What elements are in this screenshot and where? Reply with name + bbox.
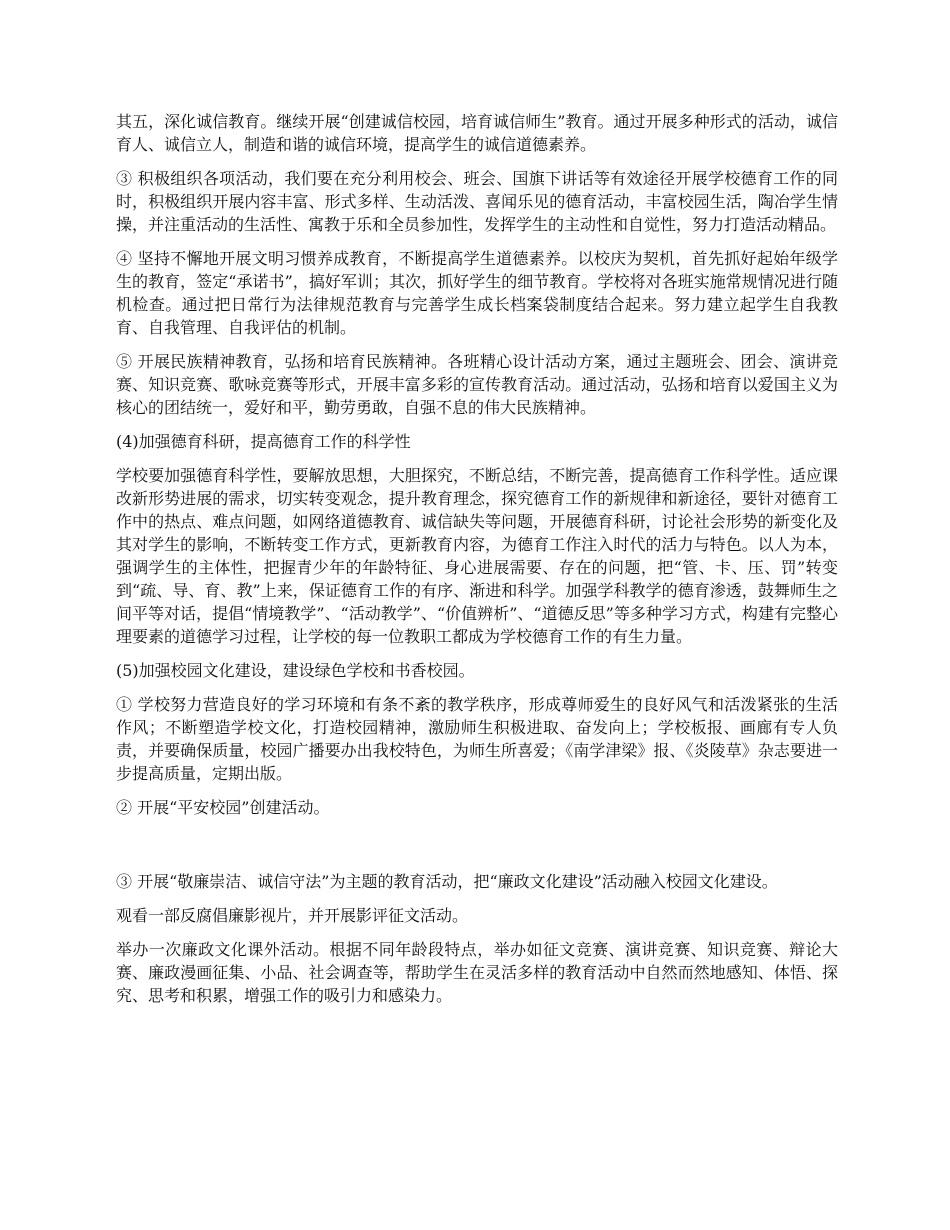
paragraph-national-spirit: ⑤ 开展民族精神教育，弘扬和培育民族精神。各班精心设计活动方案，通过主题班会、团会、演讲竞赛、知识竞赛、歌咏竞赛等形式，开展丰富多彩的宣传教育活动。通过活动，弘扬和培育以爱国主义为核心的团结统一，爱好和平，勤劳勇敢，自强不息的伟大民族精神。 xyxy=(116,352,838,417)
paragraph-film-review: 观看一部反腐倡廉影视片，并开展影评征文活动。 xyxy=(116,906,469,925)
section-heading-campus-culture: (5)加强校园文化建设，建设绿色学校和书香校园。 xyxy=(116,661,475,680)
paragraph-learning-environment: ① 学校努力营造良好的学习环境和有条不紊的教学秩序，形成尊师爱生的良好风气和活泼紧张的生活作风；不断塑造学校文化，打造校园精神，激励师生积极进取、奋发向上；学校板报、画廊有专人负责，并要确保质量，校园广播要办出我校特色，为师生所喜爱；《南学津梁》报、《炎陵草》杂志要进一步提高质量，定期出版。 xyxy=(116,695,838,783)
document-page xyxy=(116,110,838,1018)
paragraph-civilized-habits: ④ 坚持不懈地开展文明习惯养成教育，不断提高学生道德素养。以校庆为契机，首先抓好起始年级学生的教育，签定“承诺书”，搞好军训；其次，抓好学生的细节教育。学校将对各班实施常规情况进行随机检查。通过把日常行为法律规范教育与完善学生成长档案袋制度结合起来。努力建立起学生自我教育、自我管理、自我评估的机制。 xyxy=(116,249,838,337)
blank-gap xyxy=(116,830,838,870)
paragraph-honesty-education: 其五，深化诚信教育。继续开展“创建诚信校园，培育诚信师生”教育。通过开展多种形式的活动，诚信育人、诚信立人，制造和谐的诚信环境，提高学生的诚信道德素养。 xyxy=(116,112,838,154)
paragraph-moral-research: 学校要加强德育科学性，要解放思想，大胆探究，不断总结，不断完善，提高德育工作科学性。适应课改新形势进展的需求，切实转变观念，提升教育理念，探究德育工作的新规律和新途径，要针对德育工作中的热点、难点问题，如网络道德教育、诚信缺失等问题，开展德育科研，讨论社会形势的新变化及其对学生的影响，不断转变工作方式，更新教育内容，为德育工作注入时代的活力与特色。以人为本，强调学生的主体性，把握青少年的年龄特征、身心进展需要、存在的问题，把“管、卡、压、罚”转变到“疏、导、育、教”上来，保证德育工作的有序、渐进和科学。加强学科教学的德育渗透，鼓舞师生之间平等对话，提倡“情境教学”、“活动教学”、“价值辨析”、“道德反思”等多种学习方式，构建有完整心理要素的道德学习过程，让学校的每一位教职工都成为学校德育工作的有生力量。 xyxy=(116,466,838,646)
paragraph-organize-activities: ③ 积极组织各项活动，我们要在充分利用校会、班会、国旗下讲话等有效途径开展学校德育工作的同时，积极组织开展内容丰富、形式多样、生动活泼、喜闻乐见的德育活动，丰富校园生活，陶冶学生情操，并注重活动的生活性、寓教于乐和全员参加性，发挥学生的主动性和自觉性，努力打造活动精品。 xyxy=(116,169,838,234)
paragraph-safe-campus: ② 开展“平安校园”创建活动。 xyxy=(116,798,330,817)
paragraph-extracurricular-activity: 举办一次廉政文化课外活动。根据不同年龄段特点，举办如征文竞赛、演讲竞赛、知识竞赛、辩论大赛、廉政漫画征集、小品、社会调查等，帮助学生在灵活多样的教育活动中自然而然地感知、体悟、探究、思考和积累，增强工作的吸引力和感染力。 xyxy=(116,940,838,1005)
section-heading-moral-research: (4)加强德育科研，提高德育工作的科学性 xyxy=(116,432,411,451)
paragraph-integrity-activity: ③ 开展“敬廉崇洁、诚信守法”为主题的教育活动，把“廉政文化建设”活动融入校园文化建设。 xyxy=(116,872,778,891)
